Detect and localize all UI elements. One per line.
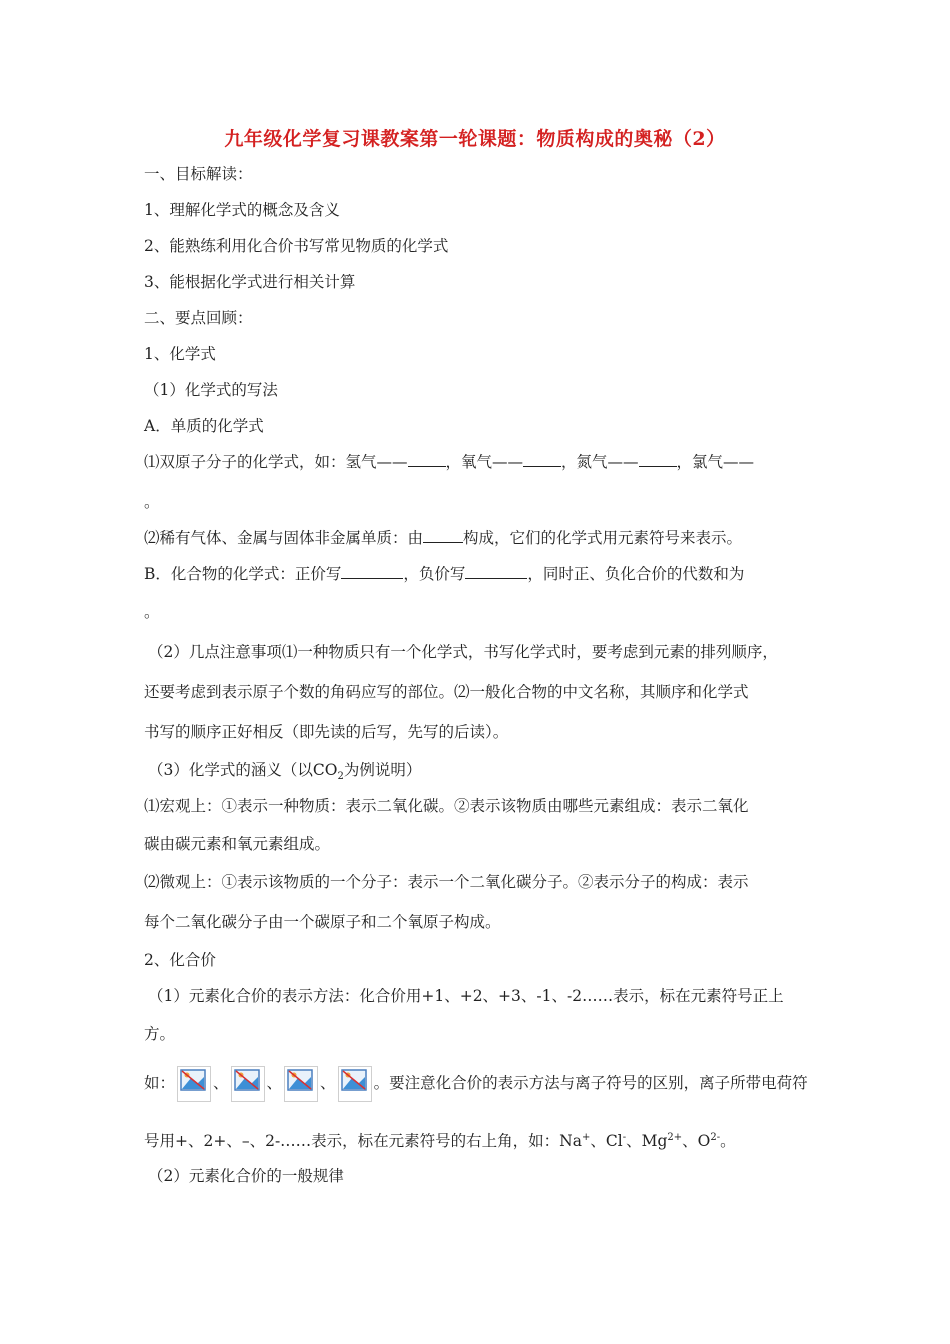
text-segment: 。 [720,1132,736,1151]
text-line: 碳由碳元素和氧元素组成。 [144,835,331,853]
separator: 、 [320,1074,336,1092]
text-segment: ⑴双原子分子的化学式，如：氢气—— [144,453,408,471]
separator: 、 [213,1074,229,1092]
superscript: - [622,1132,627,1143]
section-heading-objectives: 一、目标解读： [144,165,253,183]
objective-item-3: 3、能根据化学式进行相关计算 [144,273,356,291]
subheading-chemical-formula: 1、化学式 [144,345,216,363]
text-line: ⑴宏观上：①表示一种物质：表示二氧化碳。②表示该物质由哪些元素组成：表示二氧化 [144,797,749,815]
text-segment: 构成，它们的化学式用元素符号来表示。 [463,529,743,547]
text-line: 方。 [144,1025,176,1043]
fill-blank[interactable] [523,452,561,467]
text-segment: 、Mg [626,1132,668,1151]
objective-item-2: 2、能熟练利用化合价书写常见物质的化学式 [144,237,449,255]
text-segment: ，负价写 [403,565,466,583]
superscript: 2- [710,1132,721,1143]
text-line: （2）几点注意事项⑴一种物质只有一个化学式，书写化学式时，要考虑到元素的排列顺序， [148,643,778,661]
superscript: + [582,1132,591,1143]
page-title: 九年级化学复习课教案第一轮课题：物质构成的奥秘（2） [224,128,726,150]
text-line: ⑵微观上：①表示该物质的一个分子：表示一个二氧化碳分子。②表示分子的构成：表示 [144,873,749,891]
text-segment: ，同时正、负化合价的代数和为 [527,565,745,583]
image-placeholder-icon [338,1066,372,1102]
image-placeholder-icon [284,1066,318,1102]
text-line-compounds [144,564,744,584]
fill-blank[interactable] [423,528,463,543]
text-segment: 如： [144,1074,176,1092]
text-line: 。 [144,493,160,511]
text-segment: ，氯气—— [676,453,755,471]
fill-blank[interactable] [341,564,403,579]
subheading-elements: A．单质的化学式 [144,417,264,435]
text-segment: ，氧气—— [445,453,524,471]
separator: 、 [266,1074,283,1092]
subscript: 2 [337,771,344,783]
superscript: 2+ [667,1132,683,1143]
text-segment: 为例说明） [343,761,422,779]
image-placeholder-icon [231,1066,265,1102]
text-line: 每个二氧化碳分子由一个碳原子和二个氧原子构成。 [144,913,501,931]
text-segment: ，氮气—— [561,453,639,471]
text-line-ion-symbols [144,1128,736,1151]
fill-blank[interactable] [408,452,446,467]
text-segment: ⑵稀有气体、金属与固体非金属单质：由 [144,529,424,547]
text-line: （2）元素化合价的一般规律 [148,1167,344,1185]
text-segment: B．化合物的化学式：正价写 [144,565,342,583]
text-line-meaning [148,760,421,787]
section-heading-review: 二、要点回顾： [144,309,253,327]
objective-item-1: 1、理解化学式的概念及含义 [144,201,340,219]
text-line-valence-examples [144,1066,808,1102]
text-line: 。 [144,603,160,621]
text-line: （1）元素化合价的表示方法：化合价用+1、+2、+3、-1、-2……表示，标在元素符号正上 [148,987,784,1005]
text-line-noble-gases [144,528,742,548]
fill-blank[interactable] [639,452,677,467]
text-segment: 、O [682,1132,711,1151]
text-line: 书写的顺序正好相反（即先读的后写，先写的后读）。 [144,723,509,741]
text-segment: 、Cl [590,1132,623,1151]
text-line: 还要考虑到表示原子个数的角码应写的部位。⑵一般化合物的中文名称，其顺序和化学式 [144,683,749,701]
text-segment: 。要注意化合价的表示方法与离子符号的区别，离子所带电荷符 [373,1074,808,1092]
subheading-valence: 2、化合价 [144,951,216,969]
fill-blank[interactable] [465,564,527,579]
text-segment: 号用+、2+、–、2-……表示，标在元素符号的右上角，如：Na [144,1132,582,1151]
subheading-writing: （1）化学式的写法 [144,381,278,399]
text-segment: （3）化学式的涵义（以CO [148,761,338,779]
image-placeholder-icon [177,1066,211,1102]
text-line-diatomic [144,452,754,472]
